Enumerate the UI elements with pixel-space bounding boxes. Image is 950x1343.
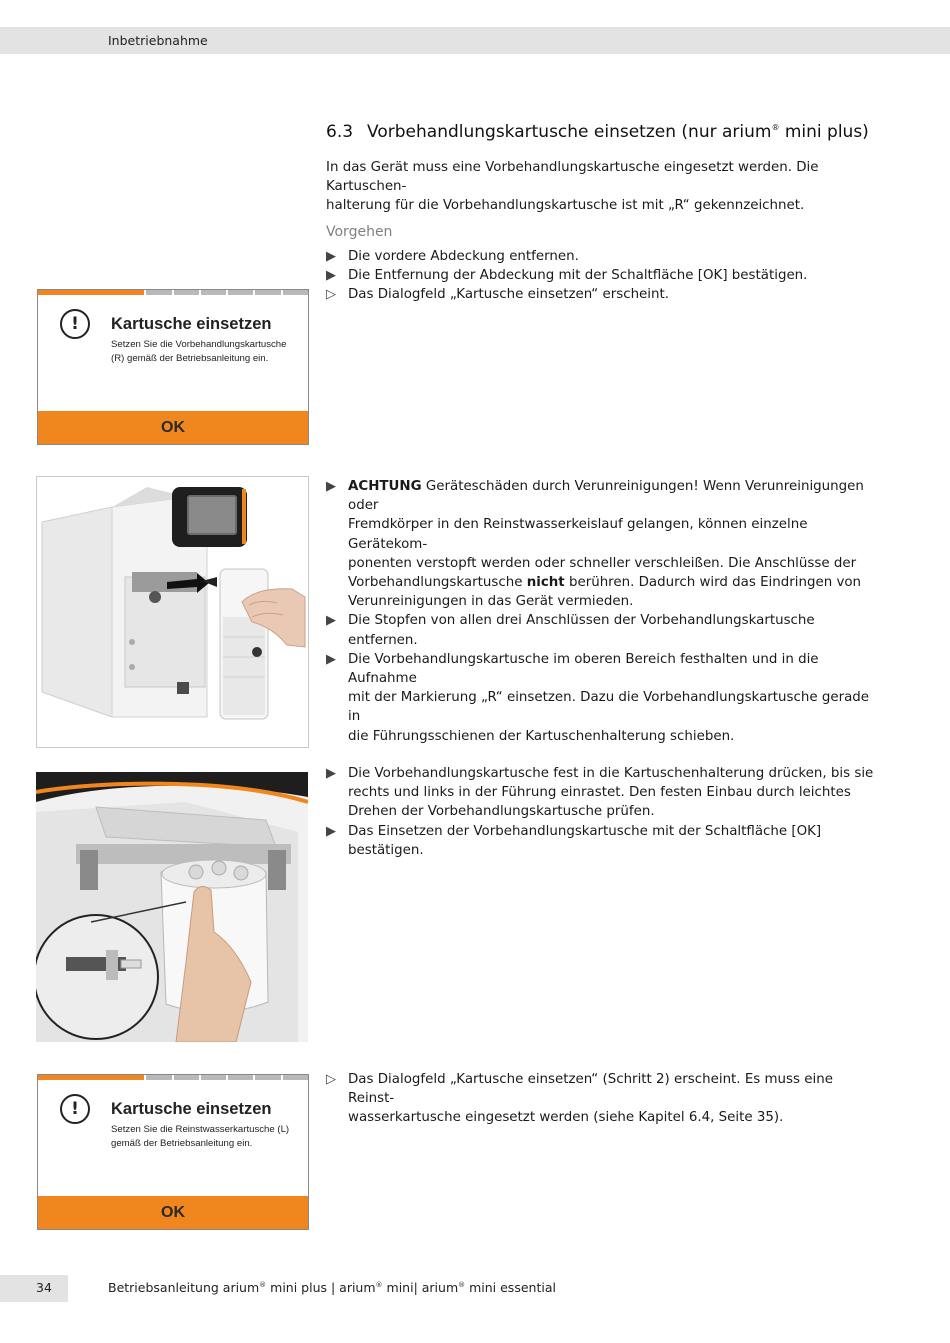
section-title-suffix: mini plus) <box>779 122 869 142</box>
procedure-steps-2 <box>326 477 882 746</box>
action-arrow-icon: ▶ <box>326 823 336 839</box>
step-text: Das Dialogfeld „Kartusche einsetzen“ erscheint. <box>348 287 670 303</box>
step-item <box>326 764 882 822</box>
caution-text: ponenten verstopft werden oder schneller verschleißen. Die Anschlüsse der <box>348 555 857 571</box>
caution-item <box>326 477 882 611</box>
section-number: 6.3 <box>326 122 354 142</box>
intro-paragraph <box>326 158 886 216</box>
caution-text: Fremdkörper in den Reinstwasserkeislauf gelangen, können einzelne Gerätekom- <box>348 517 808 552</box>
progress-indicator <box>38 290 308 295</box>
procedure-steps-1 <box>326 247 886 305</box>
step-result <box>326 285 886 304</box>
intro-line: In das Gerät muss eine Vorbehandlungskartusche eingesetzt werden. Die Kartuschen- <box>326 160 819 195</box>
dialog-insert-ultrapure-cartridge <box>37 1074 309 1230</box>
intro-line: halterung für die Vorbehandlungskartusche ist mit „R“ gekennzeichnet. <box>326 198 805 214</box>
page-number: 34 <box>36 1280 52 1295</box>
step-text: Die Entfernung der Abdeckung mit der Schaltfläche [OK] bestätigen. <box>348 268 808 284</box>
footer-page-box <box>0 1275 68 1302</box>
step-text: Das Dialogfeld „Kartusche einsetzen“ (Schritt 2) erscheint. Es muss eine Reinst- <box>348 1072 833 1107</box>
cartridge-illustration <box>36 772 308 1042</box>
action-arrow-icon: ▶ <box>326 651 336 667</box>
dialog-title: Kartusche einsetzen <box>111 315 272 333</box>
caution-emphasis: nicht <box>526 575 565 591</box>
step-text: Die Vorbehandlungskartusche fest in die Kartuschenhalterung drücken, bis sie <box>348 766 874 781</box>
step-text: Die Vorbehandlungskartusche im oberen Bereich festhalten und in die Aufnahme <box>348 651 819 687</box>
ok-button[interactable]: OK <box>38 1196 308 1229</box>
dialog-title: Kartusche einsetzen <box>111 1100 272 1118</box>
dialog-message-line: (R) gemäß der Betriebsanleitung ein. <box>111 352 269 364</box>
footer-title: Betriebsanleitung arium® mini plus | arium® mini| arium® mini essential <box>108 1280 556 1295</box>
caution-text: Vorbehandlungskartusche <box>348 575 527 591</box>
section-title <box>326 122 869 142</box>
procedure-steps-4 <box>326 1070 866 1128</box>
step-text: mit der Markierung „R“ einsetzen. Dazu die Vorbehandlungskartusche gerade in <box>348 690 870 725</box>
dialog-message-line: Setzen Sie die Reinstwasserkartusche (L) <box>111 1124 290 1135</box>
procedure-heading: Vorgehen <box>326 224 393 240</box>
caution-text: Verunreinigungen in das Gerät vermieden. <box>348 594 634 610</box>
photo-cartridge-press-in <box>36 772 308 1042</box>
step-result <box>326 1070 866 1128</box>
step-item <box>326 650 882 746</box>
step-item <box>326 611 882 649</box>
step-text: rechts und links in der Führung einrastet. Den festen Einbau durch leichtes <box>348 785 851 801</box>
action-arrow-icon: ▶ <box>326 268 336 284</box>
step-text: Drehen der Vorbehandlungskartusche prüfen. <box>348 804 655 820</box>
step-text: Die vordere Abdeckung entfernen. <box>348 249 579 264</box>
action-arrow-icon: ▶ <box>326 249 336 264</box>
step-text: wasserkartusche eingesetzt werden (siehe Kapitel 6.4, Seite 35). <box>348 1110 784 1126</box>
step-item <box>326 247 886 266</box>
dialog-message <box>111 338 306 365</box>
action-arrow-icon: ▶ <box>326 613 336 629</box>
dialog-message <box>111 1123 306 1150</box>
caution-text: Geräteschäden durch Verunreinigungen! Wenn Verunreinigungen oder <box>348 479 864 514</box>
step-item <box>326 266 886 285</box>
progress-indicator <box>38 1075 308 1080</box>
registered-mark: ® <box>771 123 780 132</box>
action-arrow-icon: ▶ <box>326 479 336 494</box>
warning-icon: ! <box>60 309 90 339</box>
step-text: Die Stopfen von allen drei Anschlüssen der Vorbehandlungskartusche entfernen. <box>348 613 815 648</box>
caution-text: berühren. Dadurch wird das Eindringen von <box>564 575 862 591</box>
result-arrow-icon: ▷ <box>326 287 336 303</box>
step-item <box>326 822 882 860</box>
dialog-insert-pretreatment-cartridge <box>37 289 309 445</box>
dialog-message-line: Setzen Sie die Vorbehandlungskartusche <box>111 339 287 350</box>
dialog-message-line: gemäß der Betriebsanleitung ein. <box>111 1137 253 1149</box>
warning-icon: ! <box>60 1094 90 1124</box>
header-section-label: Inbetriebnahme <box>108 33 208 48</box>
photo-device-cartridge-insertion <box>36 476 309 748</box>
action-arrow-icon: ▶ <box>326 766 336 781</box>
procedure-steps-3 <box>326 764 882 860</box>
section-title-text: Vorbehandlungskartusche einsetzen (nur arium <box>367 122 772 142</box>
device-illustration <box>37 477 308 747</box>
ok-button[interactable]: OK <box>38 411 308 444</box>
caution-label: ACHTUNG <box>348 479 422 494</box>
step-text: Das Einsetzen der Vorbehandlungskartusche mit der Schaltfläche [OK] bestätigen. <box>348 823 822 858</box>
step-text: die Führungsschienen der Kartuschenhalterung schieben. <box>348 728 735 744</box>
result-arrow-icon: ▷ <box>326 1072 336 1087</box>
